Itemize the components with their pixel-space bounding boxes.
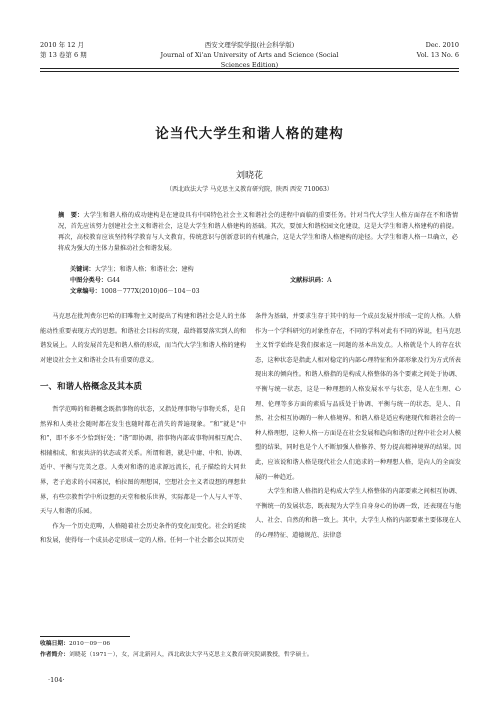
header-rule-thin	[40, 71, 459, 72]
article-id-label: 文章编号：	[70, 288, 101, 295]
author-bio: 刘晓花（1971－），女，河北新河人，西北政法大学马克思主义教育研究院副教授，哲学硕士。	[69, 652, 313, 658]
abstract-label: 摘 要：	[58, 212, 84, 219]
doc-code-label: 文献标识码：	[290, 277, 328, 284]
received-date: 2010－09－06	[69, 641, 111, 647]
header-volume-cn: 第 13 卷第 6 期	[40, 51, 87, 59]
author-bio-line	[40, 650, 460, 661]
abstract	[58, 210, 458, 254]
paragraph-student-personality: 大学生和谐人格指的是构成大学生人格整体的内部要素之间相互协调、平衡统一的发展状态，既表现为大学生自身身心的协调一致，还表现在与他人、社会、自然的和谐一致上。其中，大学生人格的内部要素主要体现在人的心理特征、道德规范、法律意	[255, 488, 461, 539]
keywords-text: 大学生；和谐人格；和谐社会；建构	[94, 266, 194, 273]
clc-label: 中图分类号：	[70, 277, 108, 284]
author-affiliation: （西北政法大学 马克思主义教育研究院，陕西 西安 710063）	[166, 186, 333, 193]
header-right	[417, 40, 459, 60]
paragraph-personality-history: 作为一个历史范畴，人格随着社会历史条件的变化而变化。社会的延续和发展，使得每一个成员必定形成一定的人格。任何一个社会都会以其历史	[40, 522, 246, 545]
received-date-line	[40, 639, 460, 650]
paragraph-intro: 马克思在批判费尔巴哈的旧唯物主义时提出了构建和谐社会是人的主体能动性重要表现方式的思想。和谐社会目标的实现，最终都要落实到人的和谐发展上。人的发展首先是和谐人格的形成，而当代大学生和谐人格的建构对建设社会主义和谐社会具有重要的意义。	[40, 313, 246, 364]
journal-name-en: Journal of Xi'an University of Arts and Science (Social Sciences Edition)	[160, 51, 339, 69]
clc-value: G44	[107, 277, 120, 284]
paragraph-harmony-concept: 哲学范畴的和谐概念既指事物的状态，又指处理事物与事物关系，是自然界和人类社会随时都在发生也随时都在消失的普遍现象。“和”就是“中和”，即不多不少恰到好处；“谐”即协调，指事物内部或事物间相互配合、相辅相成、和衷共济的状态或者关系。所谓和谐，就是中庸、中和、协调、适中、平衡与完美之意。人类对和谐的追求源远流长，孔子描绘的大同世界，老子追求的小国寡民，柏拉图的理想国，空想社会主义者设想的理想世界，有些宗教哲学中所设想的天堂和极乐世界，实际都是一个人与人平等、天与人和谐的乐园。	[40, 405, 246, 516]
article-id-line	[70, 286, 200, 297]
journal-name-cn: 西安文理学院学报(社会科学版)	[204, 41, 295, 49]
header-rule-thick	[40, 68, 459, 69]
paragraph-personality-definition: 条件为基础，并要求生存于其中的每一个成员发展并形成一定的人格。人格作为一个学科研究的对象性存在，不同的学科对此有不同的界说，但马克思主义哲学始终是我们探索这一问题的基本出发点。人格就是个人的存在状态，这种状态是指此人相对稳定的内部心理特征和外部形象及行为方式所表现出来的倾向性。和谐人格指的是构成人格整体的各个要素之间处于协调、平衡与统一状态，这是一种理想的人格发展水平与状态，是人在生理、心理、伦理等多方面的素质与品质处于协调、平衡与统一的状态，是人、自然、社会相互协调的一种人格境界。和谐人格是适应构建现代和谐社会的一种人格理想，这种人格一方面是在社会发展和趋向和谐的过程中社会对人模塑的结果，同时也是个人不断加强人格修养、努力提高精神境界的结果。因此，应该说和谐人格是现代社会人们追求的一种理想人格，是向人的全面发展的一种趋近。	[255, 313, 461, 481]
header-center	[160, 40, 339, 70]
footnote-rule	[40, 636, 130, 637]
page-number: ·104·	[48, 676, 65, 684]
received-label: 收稿日期：	[40, 641, 69, 647]
body-column-left	[40, 310, 246, 549]
footnote	[40, 639, 460, 661]
article-title: 论当代大学生和谐人格的建构	[155, 126, 344, 142]
keywords-line	[70, 264, 194, 275]
clc-line	[70, 275, 120, 286]
article-author: 刘晓花	[235, 171, 263, 181]
header-left	[40, 40, 87, 60]
body-column-right	[255, 310, 461, 544]
header-date: 2010 年 12 月	[40, 41, 85, 49]
abstract-text: 大学生和谐人格的成功建构是在建设具有中国特色社会主义和谐社会的进程中面临的重要任务。针对当代大学生人格方面存在不和谐情况，首先应该努力创建社会主义和谐社会，这是大学生和谐人格建构的基础。其次，要加大和谐校园文化建设，这是大学生和谐人格建构的前提。再次，高校教育应该坚持科学教育与人文教育，传统意识与创新意识的有机融合，这是大学生和谐人格建构的途径。大学生和谐人格一旦确立，必将成为强大的主体力量推动社会和谐发展。	[58, 212, 459, 252]
author-bio-label: 作者简介：	[40, 652, 69, 658]
header-date-en: Dec. 2010	[425, 41, 459, 49]
doc-code-line	[290, 275, 332, 286]
section-heading: 一、和谐人格概念及其本质	[40, 382, 143, 393]
header-volume-en: Vol. 13 No. 6	[416, 51, 459, 59]
doc-code-value: A	[327, 277, 332, 284]
keywords-label: 关键词：	[70, 266, 95, 273]
article-id-value: 1008－777X(2010)06－104－03	[100, 288, 200, 295]
